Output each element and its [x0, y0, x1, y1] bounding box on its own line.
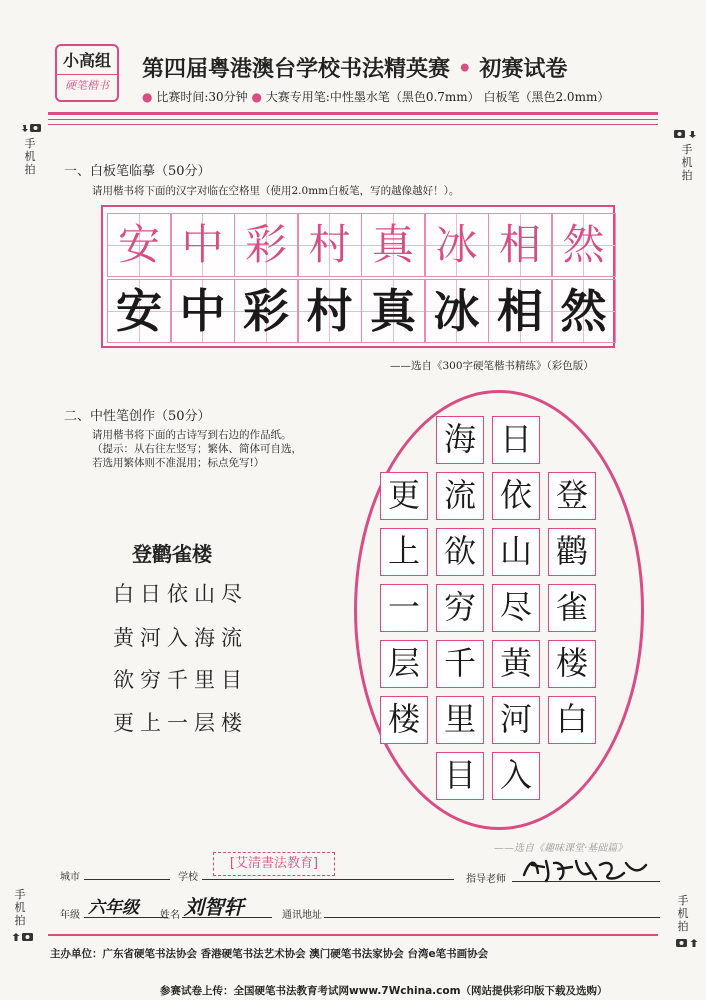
artwork-char: 尽 [492, 584, 540, 632]
artwork-char: 一 [380, 584, 428, 632]
title-separator: • [457, 56, 472, 82]
grade-value: 六年级 [88, 898, 139, 918]
artwork-char: 依 [492, 472, 540, 520]
artwork-char: 黄 [492, 640, 540, 688]
section2-source: ——选自《趣味课堂·基础篇》 [494, 843, 628, 854]
side-label: 手机拍 [14, 888, 26, 927]
bullet-icon: ● [142, 90, 153, 104]
model-char: 然 [552, 213, 616, 277]
header-rule-thin [48, 124, 658, 125]
camera-icon [12, 932, 36, 942]
model-char: 安 [107, 213, 171, 277]
model-char: 冰 [425, 213, 489, 277]
camera-icon [675, 938, 699, 948]
poem-line: 白日依山尽 [113, 582, 248, 606]
instruction-line: （提示：从右往左竖写；繁体、简体可自选， [92, 443, 302, 455]
artwork-char: 日 [492, 416, 540, 464]
copy-grid [101, 205, 615, 348]
poem-line: 更上一层楼 [113, 711, 248, 735]
poem-line: 黄河入海流 [113, 626, 248, 650]
address-field[interactable] [324, 917, 660, 918]
side-marker-top-right [673, 124, 697, 182]
artwork-char: 穷 [436, 584, 484, 632]
section2-title: 二、中性笔创作（50分） [64, 409, 211, 424]
artwork-char: 登 [548, 472, 596, 520]
school-field[interactable] [202, 879, 454, 880]
written-char: 中 [171, 279, 235, 343]
artwork-char: 入 [492, 752, 540, 800]
name-label: 姓名 [160, 910, 180, 921]
teacher-label: 指导老师 [466, 874, 506, 885]
artwork-char: 目 [436, 752, 484, 800]
school-label: 学校 [178, 872, 198, 883]
upload-footer: 参赛试卷上传：全国硬笔书法教育考试网www.7Wchina.com（网站提供彩印版下载及选购） [160, 985, 608, 997]
written-char: 村 [298, 279, 362, 343]
model-char: 真 [361, 213, 425, 277]
teacher-signature [520, 855, 650, 883]
section1-title: 一、白板笔临摹（50分） [64, 164, 211, 179]
artwork-char: 海 [436, 416, 484, 464]
group-badge [55, 44, 119, 102]
artwork-char: 山 [492, 528, 540, 576]
school-stamp: [艾清書法教育] [213, 852, 335, 876]
sponsor-line: 主办单位：广东省硬笔书法协会 香港硬笔书法艺术协会 澳门硬笔书法家协会 台湾e笔书画协会 [50, 948, 489, 960]
artwork-char: 欲 [436, 528, 484, 576]
artwork-char: 里 [436, 696, 484, 744]
side-marker-bottom-right [675, 894, 699, 952]
title-main: 第四届粤港澳台学校书法精英赛 [142, 56, 451, 82]
badge-group-label: 小高组 [57, 48, 117, 75]
address-label: 通讯地址 [282, 910, 322, 921]
artwork-char: 层 [380, 640, 428, 688]
city-field[interactable] [84, 879, 170, 880]
model-char: 彩 [234, 213, 298, 277]
artwork-char: 河 [492, 696, 540, 744]
written-char: 然 [552, 279, 616, 343]
side-label: 手机拍 [677, 894, 689, 933]
artwork-char: 雀 [548, 584, 596, 632]
model-char: 相 [488, 213, 552, 277]
side-label: 手机拍 [24, 137, 36, 176]
poem-title: 登鹳雀楼 [132, 542, 212, 566]
instruction-line: 若选用繁体则不准混用；标点免写!） [92, 457, 265, 469]
side-label: 手机拍 [681, 143, 693, 182]
artwork-char: 楼 [380, 696, 428, 744]
camera-icon [22, 123, 42, 133]
footer-rule [48, 934, 658, 936]
exam-info [142, 88, 609, 105]
artwork-char: 上 [380, 528, 428, 576]
header-rule-thin [48, 119, 658, 120]
written-char: 相 [488, 279, 552, 343]
artwork-char: 更 [380, 472, 428, 520]
section2-instruction [92, 428, 302, 470]
grade-label: 年级 [60, 910, 80, 921]
city-label: 城市 [60, 872, 80, 883]
exam-pens: 大赛专用笔:中性墨水笔（黑色0.7mm） 白板笔（黑色2.0mm） [265, 90, 610, 104]
page-title [142, 52, 567, 83]
model-char: 中 [171, 213, 235, 277]
written-char: 真 [361, 279, 425, 343]
name-value: 刘智轩 [184, 895, 244, 919]
side-marker-bottom-left [12, 888, 36, 946]
artwork-char: 楼 [548, 640, 596, 688]
badge-style-label: 硬笔楷书 [65, 79, 109, 92]
artwork-char: 千 [436, 640, 484, 688]
camera-icon [673, 129, 697, 139]
exam-time: 比赛时间:30分钟 [156, 90, 248, 104]
section1-source: ——选自《300字硬笔楷书精练》（彩色版） [390, 360, 594, 372]
instruction-line: 请用楷书将下面的古诗写到右边的作品纸。 [92, 429, 292, 441]
written-char: 彩 [234, 279, 298, 343]
bullet-icon: ● [251, 90, 262, 104]
poem-line: 欲穷千里目 [113, 668, 248, 692]
model-char: 村 [298, 213, 362, 277]
header-rule [48, 112, 658, 115]
artwork-char: 流 [436, 472, 484, 520]
side-marker-top-left [22, 118, 42, 176]
artwork-oval [354, 390, 644, 830]
title-sub: 初赛试卷 [479, 56, 568, 82]
artwork-char: 白 [548, 696, 596, 744]
written-char: 安 [107, 279, 171, 343]
written-char: 冰 [425, 279, 489, 343]
artwork-char: 鹳 [548, 528, 596, 576]
section1-instruction: 请用楷书将下面的汉字对临在空格里（使用2.0mm白板笔，写的越像越好！）。 [92, 185, 460, 197]
